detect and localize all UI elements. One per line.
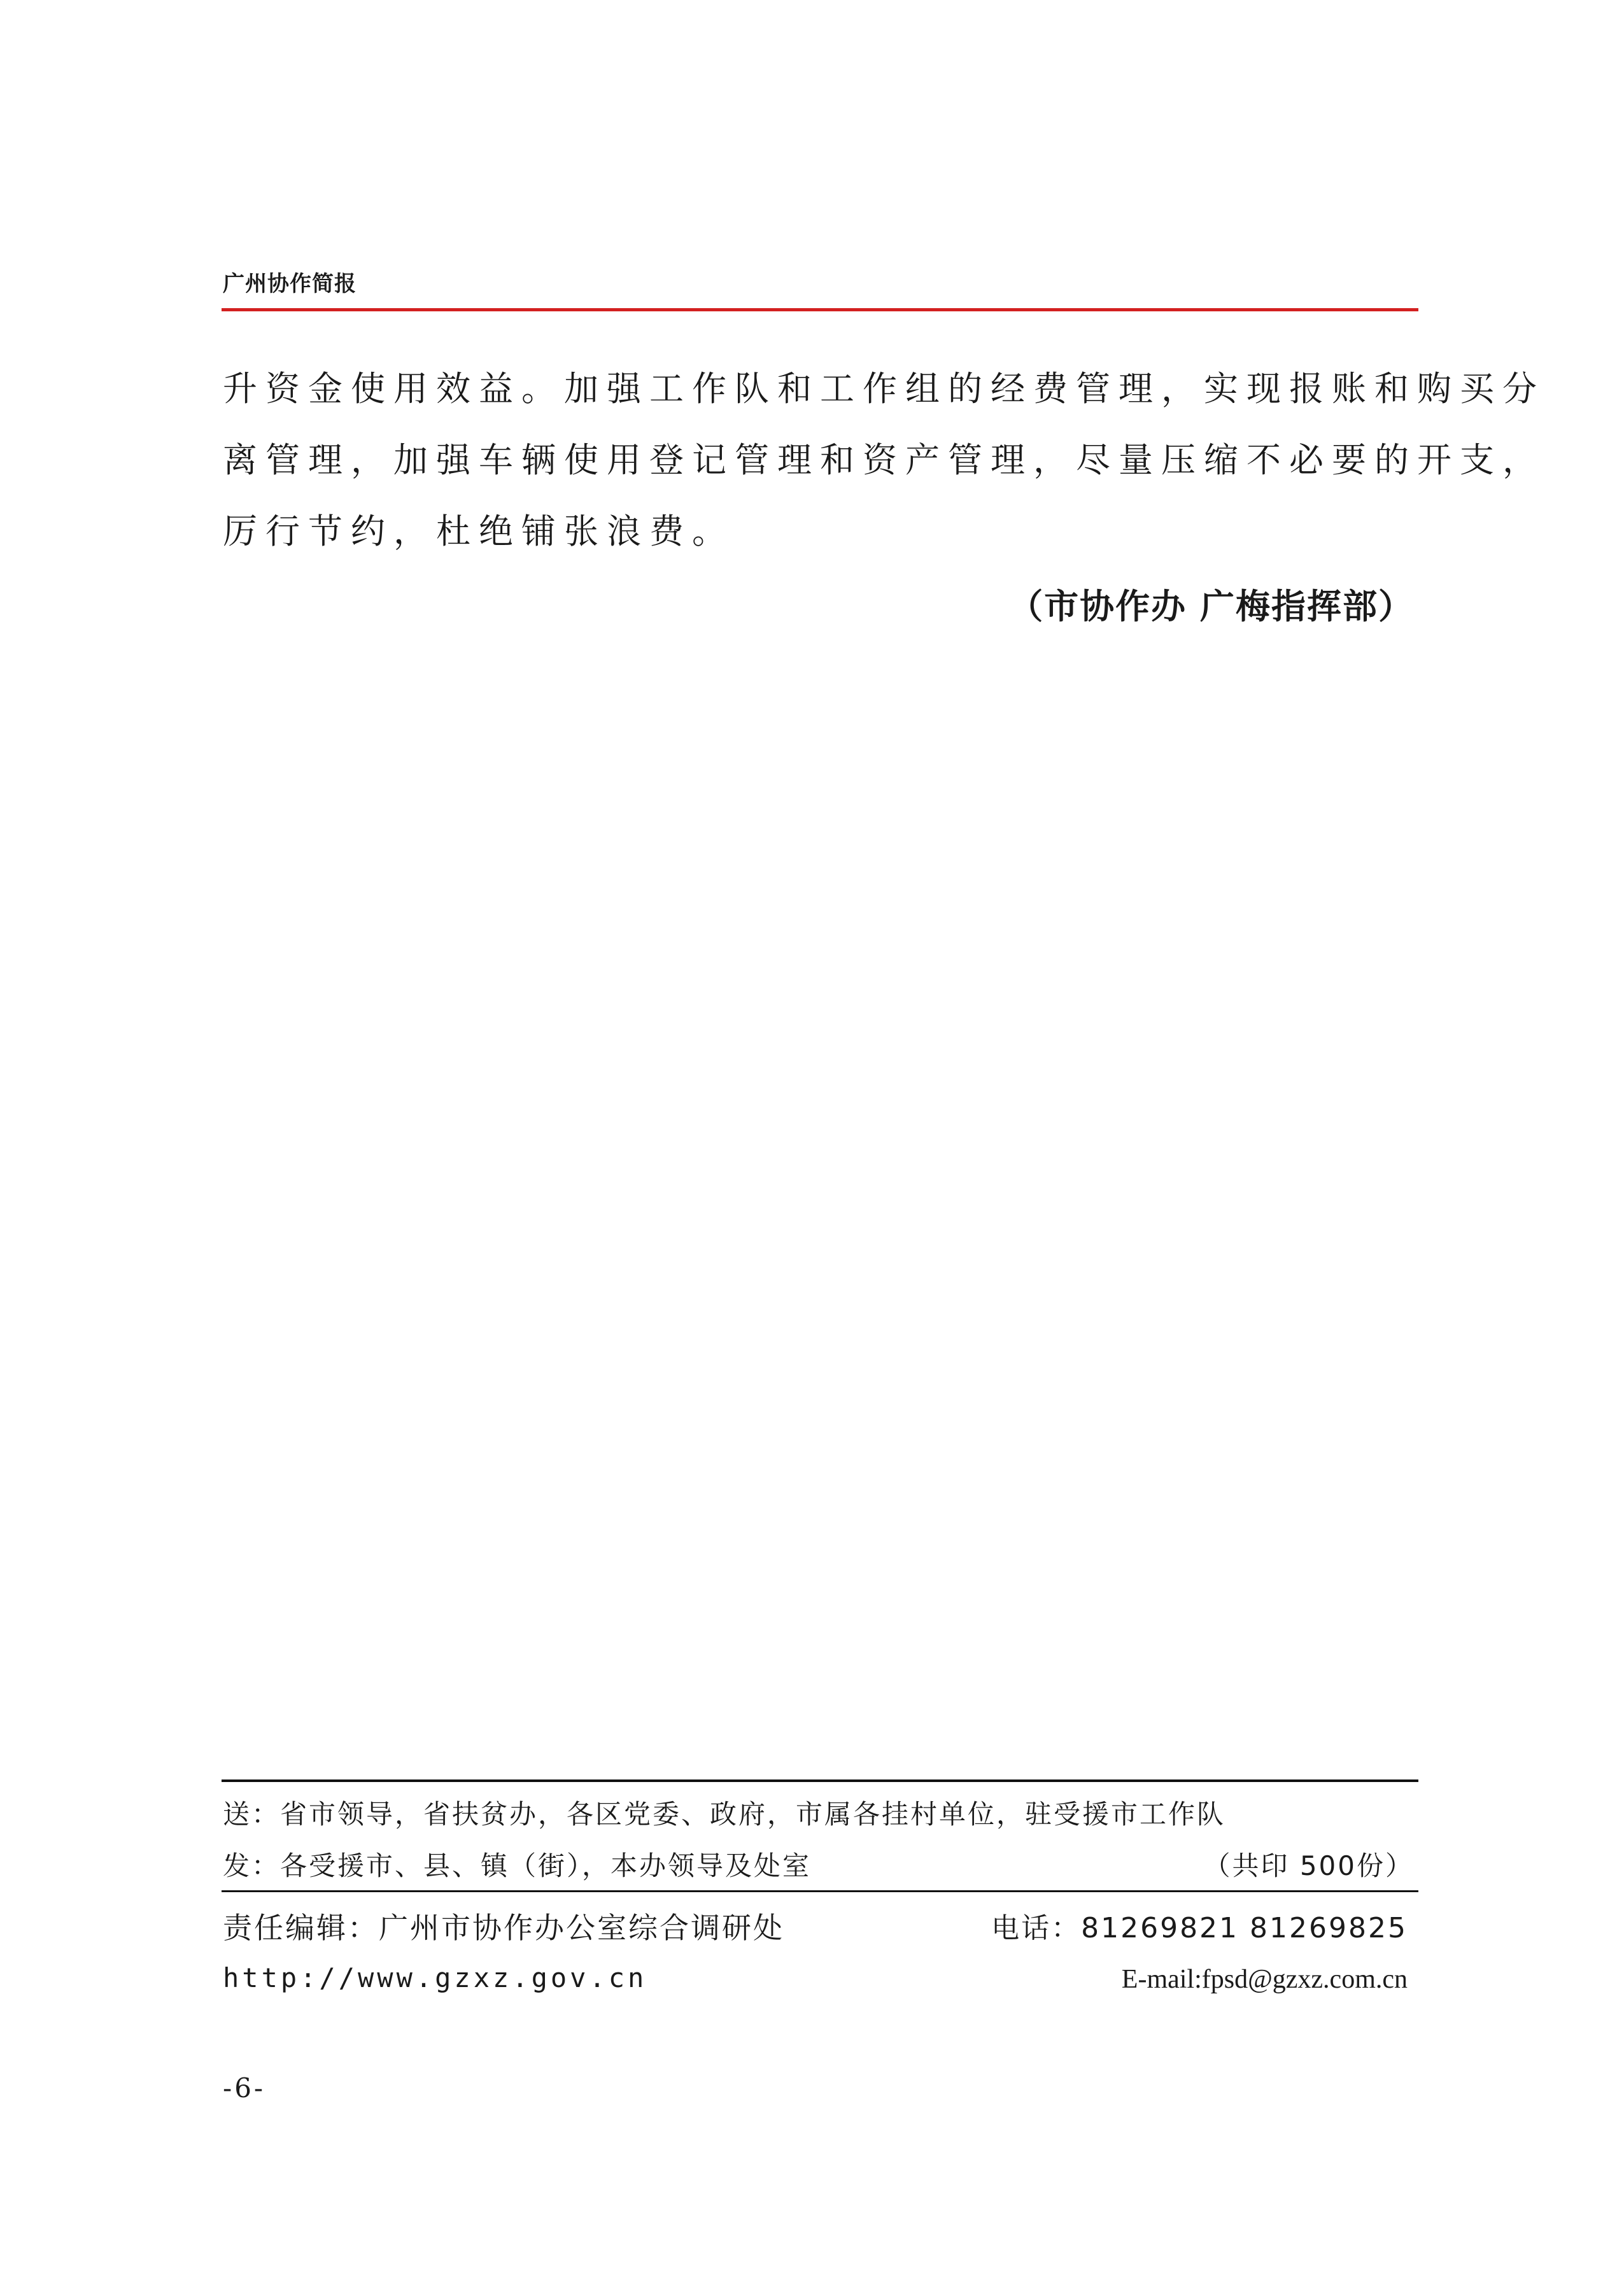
print-copies: （共印 500份） xyxy=(1203,1850,1414,1881)
page-number: -6- xyxy=(223,2072,266,2104)
header-red-rule xyxy=(222,308,1418,311)
body-line-2: 离管理，加强车辆使用登记管理和资产管理，尽量压缩不必要的开支， xyxy=(223,440,1545,480)
body-line-3: 厉行节约，杜绝铺张浪费。 xyxy=(223,511,735,551)
distribution-top-rule xyxy=(222,1779,1418,1782)
source-signature: （市协作办 广梅指挥部） xyxy=(1008,586,1414,626)
website-url: http://www.gzxz.gov.cn xyxy=(223,1962,647,1993)
bulletin-title: 广州协作简报 xyxy=(223,271,357,297)
body-line-1: 升资金使用效益。加强工作队和工作组的经费管理，实现报账和购买分 xyxy=(223,369,1545,409)
distribution-bottom-rule xyxy=(222,1890,1418,1892)
distribution-issue: 发：各受援市、县、镇（街），本办领导及处室 xyxy=(223,1850,812,1881)
responsible-editor: 责任编辑：广州市协作办公室综合调研处 xyxy=(223,1911,784,1945)
contact-email: E-mail:fpsd@gzxz.com.cn xyxy=(1121,1965,1408,1994)
distribution-send: 送：省市领导，省扶贫办，各区党委、政府，市属各挂村单位，驻受援市工作队 xyxy=(223,1799,1226,1830)
contact-phone: 电话：81269821 81269825 xyxy=(991,1912,1408,1944)
